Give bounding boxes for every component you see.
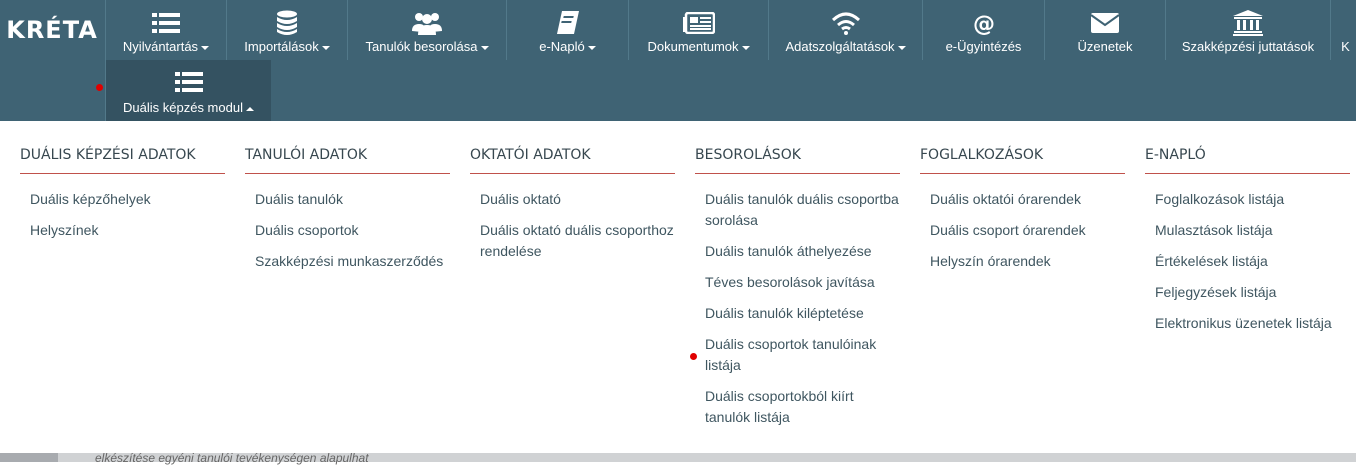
nav-label: Adatszolgáltatások <box>785 39 895 54</box>
menu-column <box>20 121 225 251</box>
database-icon <box>276 10 298 36</box>
nav-label: Üzenetek <box>1077 39 1133 54</box>
menu-link-list <box>20 189 225 241</box>
menu-link[interactable]: Szakképzési munkaszerződés <box>255 253 444 269</box>
marker-dot <box>690 353 697 360</box>
column-heading: BESOROLÁSOK <box>695 147 900 174</box>
menu-link-list <box>695 189 900 428</box>
nav-label: K <box>1341 39 1350 54</box>
nav-item-7[interactable] <box>1044 0 1165 60</box>
wifi-icon <box>831 10 861 36</box>
menu-link[interactable]: Helyszínek <box>30 222 99 238</box>
column-heading: OKTATÓI ADATOK <box>470 147 675 174</box>
svg-text:@: @ <box>972 12 995 35</box>
menu-link[interactable]: Értékelések listája <box>1155 253 1268 269</box>
nav-item-8[interactable] <box>1165 0 1330 60</box>
nav-item-2[interactable] <box>347 0 506 60</box>
list-icon <box>175 69 203 95</box>
menu-link[interactable]: Duális csoport órarendek <box>930 222 1086 238</box>
menu-link[interactable]: Duális tanulók kiléptetése <box>705 305 864 321</box>
caret-down-icon <box>322 46 330 50</box>
caret-up-icon <box>246 107 254 111</box>
menu-link-list <box>1145 189 1350 334</box>
nav-label: Dokumentumok <box>647 39 739 54</box>
menu-link[interactable]: Duális oktatói órarendek <box>930 191 1081 207</box>
nav-item-0[interactable] <box>105 0 226 60</box>
nav-label: e-Ügyintézés <box>945 39 1022 54</box>
menu-link-list <box>920 189 1125 272</box>
caret-down-icon <box>201 46 209 50</box>
at-icon <box>972 10 996 36</box>
nav-label: Importálások <box>244 39 319 54</box>
caret-down-icon <box>898 46 906 50</box>
envelope-icon <box>1090 10 1120 36</box>
menu-link[interactable]: Duális csoportok tanulóinak listája <box>705 336 877 373</box>
menu-link[interactable]: Duális oktató <box>480 191 561 207</box>
menu-link[interactable]: Mulasztások listája <box>1155 222 1273 238</box>
menu-link-list <box>470 189 675 262</box>
menu-link[interactable]: Téves besorolások javítása <box>705 274 875 290</box>
users-group-icon <box>412 10 442 36</box>
menu-link[interactable]: Helyszín órarendek <box>930 253 1051 269</box>
menu-link-list <box>245 189 450 272</box>
menu-column <box>695 121 900 438</box>
nav-item-dualis-kepzes-modul[interactable] <box>105 60 271 121</box>
marker-dot <box>96 84 103 91</box>
menu-link[interactable]: Foglalkozások listája <box>1155 191 1285 207</box>
nav-item-3[interactable] <box>506 0 628 60</box>
bank-icon <box>1233 10 1263 36</box>
menu-link[interactable]: Duális tanulók <box>255 191 343 207</box>
menu-link[interactable]: Feljegyzések listája <box>1155 284 1277 300</box>
column-heading: DUÁLIS KÉPZÉSI ADATOK <box>20 147 225 174</box>
menu-link[interactable]: Duális csoportok <box>255 222 359 238</box>
caret-down-icon <box>742 46 750 50</box>
book-icon <box>556 10 580 36</box>
nav-item-9[interactable] <box>1330 0 1356 60</box>
menu-link[interactable]: Duális oktató duális csoporthoz rendelése <box>480 222 674 259</box>
newspaper-icon <box>683 10 715 36</box>
scrollbar-thumb[interactable] <box>0 453 58 462</box>
menu-link[interactable]: Duális tanulók duális csoportba sorolása <box>705 191 899 228</box>
mega-menu <box>0 121 1356 453</box>
list-icon <box>152 10 180 36</box>
main-nav <box>105 0 1356 60</box>
column-heading: TANULÓI ADATOK <box>245 147 450 174</box>
menu-column <box>920 121 1125 282</box>
menu-column <box>1145 121 1350 344</box>
nav-item-6[interactable] <box>922 0 1044 60</box>
menu-link[interactable]: Elektronikus üzenetek listája <box>1155 315 1332 331</box>
nav-label: Szakképzési juttatások <box>1181 39 1315 54</box>
nav-item-1[interactable] <box>226 0 347 60</box>
nav-label: e-Napló <box>539 39 585 54</box>
background-text: elkészítése egyéni tanulói tevékenységen alapulhat <box>95 451 369 465</box>
caret-down-icon <box>481 46 489 50</box>
nav-label: Duális képzés modul <box>123 100 243 115</box>
menu-column <box>470 121 675 272</box>
column-heading: FOGLALKOZÁSOK <box>920 147 1125 174</box>
caret-down-icon <box>588 46 596 50</box>
top-navbar <box>0 0 1356 121</box>
nav-label: Nyilvántartás <box>122 39 199 54</box>
menu-link[interactable]: Duális csoportokból kiírt tanulók listája <box>705 388 854 425</box>
nav-item-5[interactable] <box>768 0 922 60</box>
nav-label: Tanulók besorolása <box>365 39 478 54</box>
column-heading: E-NAPLÓ <box>1145 147 1350 174</box>
menu-column <box>245 121 450 282</box>
menu-link[interactable]: Duális tanulók áthelyezése <box>705 243 872 259</box>
nav-item-4[interactable] <box>628 0 768 60</box>
kreta-logo[interactable]: KRÉTA <box>6 16 98 44</box>
menu-link[interactable]: Duális képzőhelyek <box>30 191 151 207</box>
